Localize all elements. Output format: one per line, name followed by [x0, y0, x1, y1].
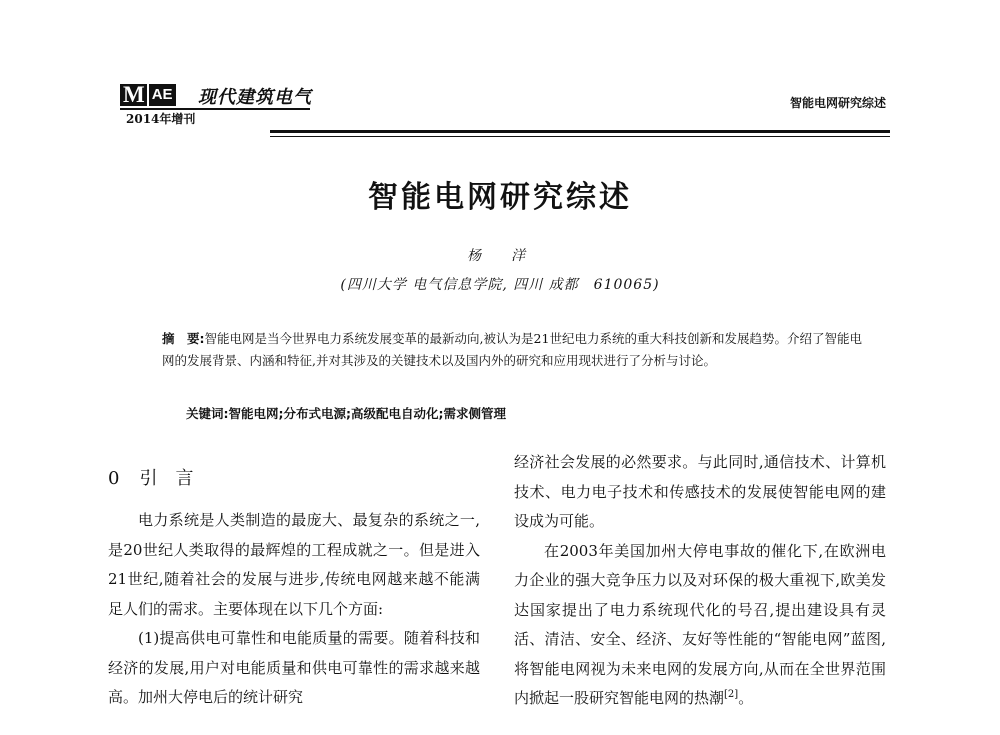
paragraph: 经济社会发展的必然要求。与此同时,通信技术、计算机技术、电力电子技术和传感技术的发展使智能电网的建设成为可能。: [514, 453, 886, 530]
journal-name: 现代建筑电气: [198, 87, 312, 108]
paragraph-end: 。: [738, 689, 754, 707]
section-title: 引言: [139, 468, 212, 489]
abstract-text: 智能电网是当今世界电力系统发展变革的最新动向,被认为是21世纪电力系统的重大科技创新和发展趋势。介绍了智能电网的发展背景、内涵和特征,并对其涉及的关键技术以及国内外的研究和应用现状进行了分析与讨论。: [162, 331, 863, 368]
abstract-label: 摘 要:: [162, 331, 205, 346]
logo-letter-m: M: [120, 84, 147, 106]
paragraph: 电力系统是人类制造的最庞大、最复杂的系统之一,是20世纪人类取得的最辉煌的工程成就之一。但是进入21世纪,随着社会的发展与进步,传统电网越来越不能满足人们的需求。主要体现在以下几个方面:: [108, 511, 480, 618]
logo-letters-ae: AE: [149, 84, 176, 106]
issue-label: 2014年增刊: [126, 112, 196, 126]
section-heading: [108, 464, 211, 490]
article-title: 智能电网研究综述: [368, 180, 632, 215]
right-column: [514, 448, 886, 714]
article-author: 杨 洋: [467, 248, 533, 264]
section-number: 0: [108, 468, 122, 489]
paragraph: [514, 537, 886, 714]
article-affiliation: (四川大学 电气信息学院, 四川 成都 610065): [340, 277, 660, 293]
paragraph: (1)提高供电可靠性和电能质量的需要。随着科技和经济的发展,用户对电能质量和供电可靠性的需求越来越高。加州大停电后的统计研究: [108, 629, 480, 706]
journal-logo: [120, 84, 176, 106]
left-column: [108, 506, 480, 713]
keywords: [186, 404, 846, 422]
running-title: 智能电网研究综述: [789, 96, 886, 110]
header-rule-thin: [270, 136, 890, 137]
abstract: [162, 328, 862, 372]
header-rule-thick: [270, 130, 890, 133]
page-header: [120, 84, 890, 132]
keywords-label: 关键词:: [186, 406, 229, 421]
citation: [2]: [724, 689, 739, 700]
paragraph-text: 在2003年美国加州大停电事故的催化下,在欧洲电力企业的强大竞争压力以及对环保的极大重视下,欧美发达国家提出了电力系统现代化的号召,提出建设具有灵活、清洁、安全、经济、友好等性能的“智能电网”蓝图,将智能电网视为未来电网的发展方向,从而在全世界范围内掀起一股研究智能电网的热潮: [514, 541, 886, 707]
keywords-text: 智能电网;分布式电源;高级配电自动化;需求侧管理: [228, 406, 506, 421]
